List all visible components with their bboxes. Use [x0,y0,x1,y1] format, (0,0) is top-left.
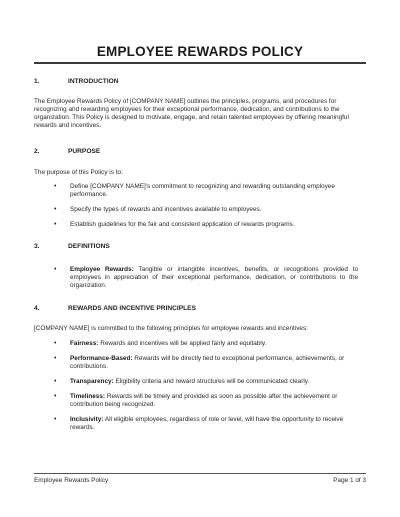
principle-term: Fairness: [70,340,99,347]
purpose-intro: The purpose of this Policy is to: [34,169,123,176]
list-item [54,266,358,290]
section-title: DEFINITIONS [68,243,110,250]
principle-term: Inclusivity: [70,416,104,423]
list-item-text: Establish guidelines for the fair and consistent application of rewards programs. [70,221,295,228]
list-item [54,378,358,386]
section-heading-purpose [34,148,366,156]
section-number: 3. [34,243,40,250]
principle-text: Rewards and incentives will be applied fairly and equitably. [98,340,267,347]
principle-term: Timeliness: [70,393,106,400]
section-heading-introduction [34,78,366,86]
bullet-icon: • [54,355,57,362]
list-item [54,221,358,229]
principle-term: Performance-Based: [70,355,133,362]
definition-term: Employee Rewards: [70,266,134,273]
document-title: EMPLOYEE REWARDS POLICY [96,44,304,59]
bullet-icon: • [54,183,57,190]
list-item [54,206,358,214]
bullet-icon: • [54,266,57,273]
section-number: 4. [34,305,40,312]
list-item [54,416,358,432]
list-item [54,393,358,409]
footer-document-name: Employee Rewards Policy [34,477,109,484]
section-title: REWARDS AND INCENTIVE PRINCIPLES [68,305,196,312]
list-item-text: Specify the types of rewards and incentives available to employees. [70,206,262,213]
section-number: 1. [34,78,40,85]
footer-page-number: Page 1 of 3 [333,477,366,484]
introduction-paragraph: The Employee Rewards Policy of [COMPANY NAME] outlines the principles, programs, and procedures for recognizing and rewarding employees for their exceptional performance, dedication, and contributions to the organization. This Policy is designed to motivate, engage, and retain talented employees by offering meaningful rewards and incentives. [34,98,349,129]
list-item [54,355,358,371]
principle-text: Rewards will be timely and provided as soon as possible after the achievement or contribution being recognized. [70,393,338,408]
title-divider [34,62,366,64]
section-heading-principles [34,305,366,313]
bullet-icon: • [54,416,57,423]
principles-intro: [COMPANY NAME] is committed to the following principles for employee rewards and incentives: [34,325,308,332]
list-item [54,183,358,199]
principle-term: Transparency: [70,378,114,385]
principle-text: All eligible employees, regardless of role or level, will have the opportunity to receive rewards. [70,416,344,431]
bullet-icon: • [54,378,57,385]
definitions-list [54,266,358,297]
bullet-icon: • [54,221,57,228]
bullet-icon: • [54,340,57,347]
purpose-list [54,183,358,236]
section-title: PURPOSE [68,148,101,155]
footer-divider [34,473,366,474]
principle-text: Rewards will be directly tied to exceptional performance, achievements, or contributions. [70,355,345,370]
section-number: 2. [34,148,40,155]
list-item-text: Define [COMPANY NAME]'s commitment to recognizing and rewarding outstanding employee performance. [70,183,335,198]
section-heading-definitions [34,243,366,251]
bullet-icon: • [54,393,57,400]
list-item [54,340,358,348]
section-title: INTRODUCTION [68,78,119,85]
principle-text: Eligibility criteria and reward structures will be communicated clearly. [113,378,310,385]
principles-list [54,340,358,439]
bullet-icon: • [54,206,57,213]
definition-text: Tangible or intangible incentives, benefits, or recognitions provided to employees in appreciation of their exceptional performance, dedication, or contributions to the organization. [70,266,358,289]
